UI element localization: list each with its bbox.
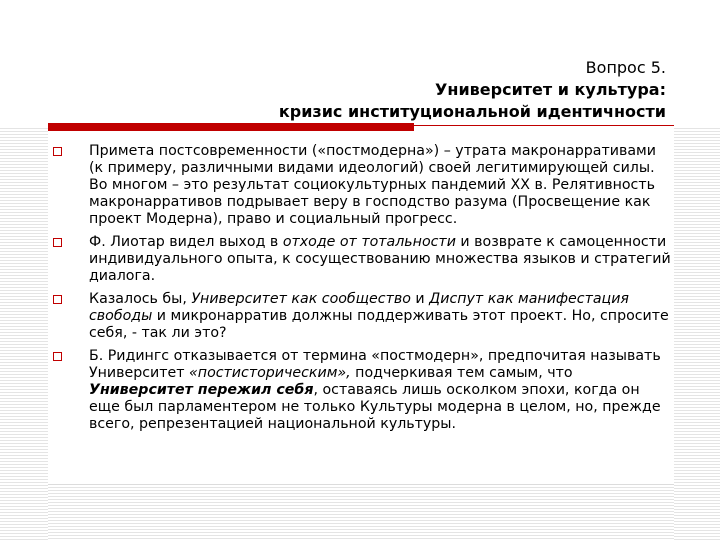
bullet-item-4 xyxy=(50,348,672,433)
striped-background-right xyxy=(674,128,720,540)
square-bullet-icon xyxy=(53,238,62,247)
bullet-text: и микронарратив должны поддерживать этот проект. Но, спросите себя, - так ли это? xyxy=(89,308,669,341)
striped-background-bottom xyxy=(48,484,674,540)
bullet-text: подчеркивая тем самым, что xyxy=(350,365,573,381)
bottom-divider xyxy=(48,484,674,485)
bullet-italic: Диспут как манифестация свободы xyxy=(89,291,629,324)
bullet-italic: отходе от тотальности xyxy=(282,234,456,250)
bullet-italic: «постисторическим», xyxy=(189,365,351,381)
bullet-text: Казалось бы, xyxy=(89,291,192,307)
title-subtitle: кризис институциональной идентичности xyxy=(278,102,666,121)
bullet-text: , оставаясь лишь осколком эпохи, когда он еще был парламентером не только Культуры модерна в целом, но, прежде всего, репрезентацией национальной культуры. xyxy=(89,382,661,432)
slide-title xyxy=(279,57,666,123)
bullet-text: и xyxy=(410,291,430,307)
question-number: Вопрос 5. xyxy=(585,58,666,77)
bullet-bold-italic: Университет пережил себя xyxy=(89,382,314,398)
bullet-text: и возврате к самоценности индивидуального опыта, к сосуществованию множества языков и стратегий диалога. xyxy=(89,234,671,284)
square-bullet-icon xyxy=(53,147,62,156)
bullet-text: Примета постсовременности («постмодерна») – утрата макронарративами (к примеру, различными видами идеологий) своей легитимирующей силы. Во многом – это результат социокультурных пандемий ХХ в. Релятивность макронарративов подрывает веру в господство разума (Просвещение как проект Модерна), право и социальный прогресс. xyxy=(89,143,656,227)
bullet-item-3 xyxy=(50,291,672,342)
square-bullet-icon xyxy=(53,295,62,304)
bullet-text: Б. Ридингс отказывается от термина «постмодерн», предпочитая называть Университет xyxy=(89,348,661,381)
bullet-item-2 xyxy=(50,234,672,285)
accent-bar xyxy=(48,123,414,131)
bullet-item-1 xyxy=(50,143,672,228)
bullet-list xyxy=(50,143,672,439)
square-bullet-icon xyxy=(53,352,62,361)
bullet-italic: Университет как сообщество xyxy=(191,291,411,307)
striped-background-left xyxy=(0,128,48,540)
title-main: Университет и культура: xyxy=(435,80,666,99)
accent-line xyxy=(414,125,674,126)
bullet-text: Ф. Лиотар видел выход в xyxy=(89,234,283,250)
